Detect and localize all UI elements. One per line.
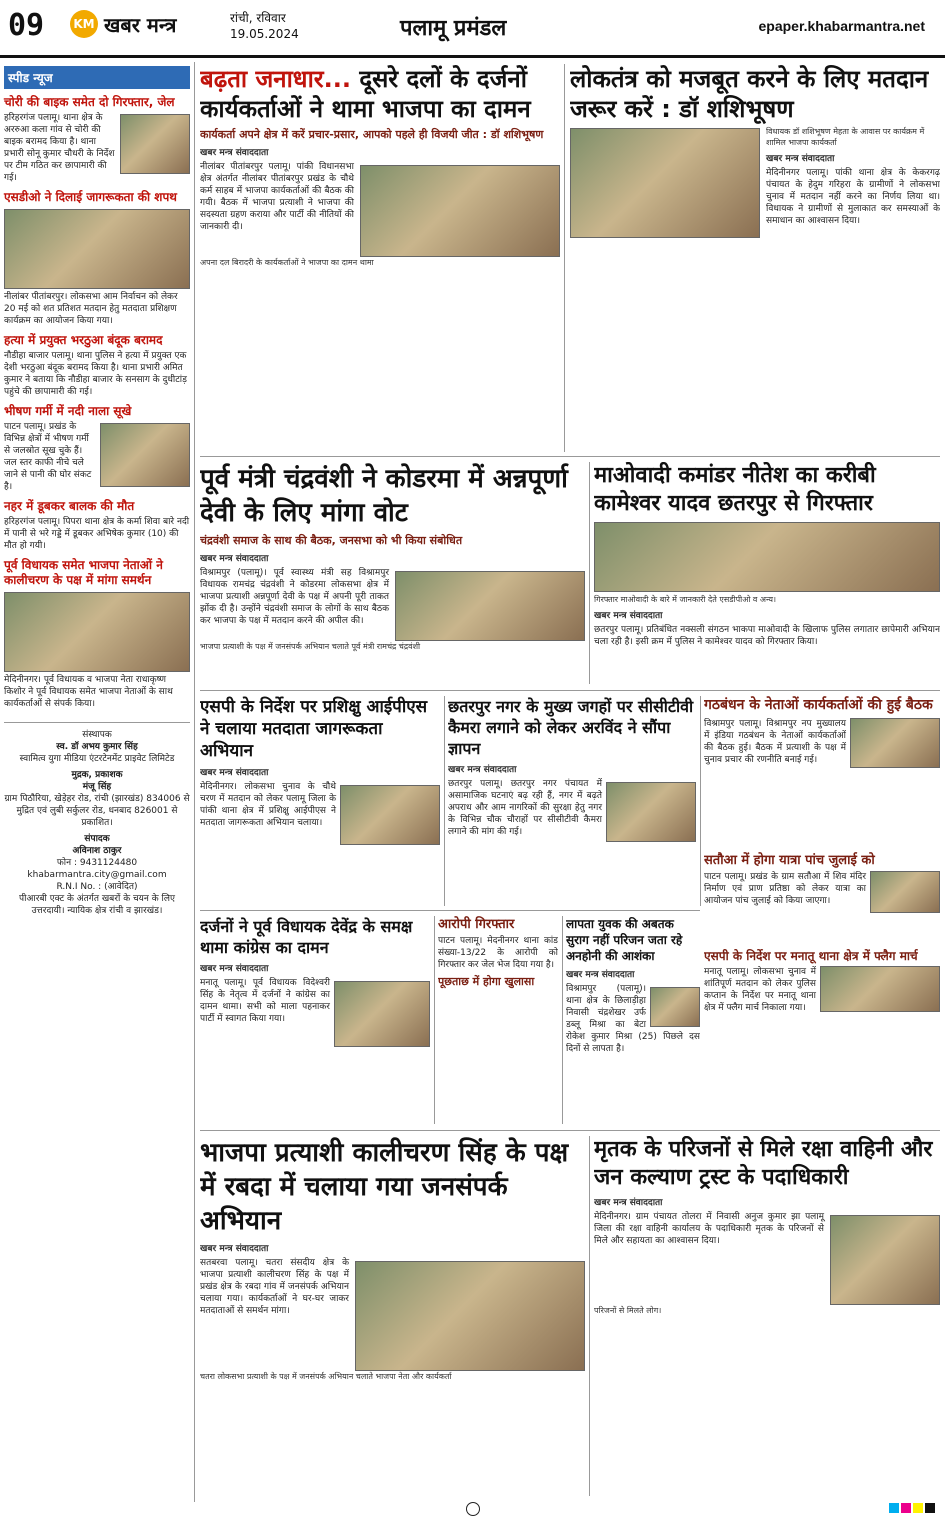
- page-number: 09: [8, 8, 45, 43]
- section-rule: [200, 1130, 940, 1131]
- logo-badge: KM: [70, 10, 98, 38]
- magenta-swatch: [901, 1503, 911, 1513]
- footer: [0, 1500, 945, 1517]
- story-sub: पूछताछ में होगा खुलासा: [438, 975, 535, 988]
- brief-title: एसडीओ ने दिलाई जागरूकता की शपथ: [4, 190, 177, 204]
- story-body: पाटन पलामू। प्रखंड के ग्राम सतौआ में शिव मंदिर निर्माण एवं प्राण प्रतिष्ठा को लेकर यात्रा का आयोजन पांच जुलाई को किया जाएगा।: [704, 872, 866, 906]
- brief-text: मेदिनीनगर। पूर्व विधायक व भाजपा नेता राधाकृष्ण किशोर ने पूर्व विधायक समेत भाजपा नेताओं के साथ कार्यकर्ताओं से संपर्क किया।: [4, 675, 173, 709]
- story-body: विश्रामपुर पलामू। विश्रामपुर नप मुख्यालय में इंडिया गठबंधन के नेताओं कार्यकर्ताओं की बैठक हुई। बैठक में प्रत्याशी के पक्ष में चुनाव प्रचार की रणनीति बनाई गई।: [704, 719, 846, 765]
- story-photo: [594, 522, 940, 592]
- logo-text: खबर मन्त्र: [104, 12, 177, 37]
- story-congress-join: [200, 916, 430, 1124]
- imprint-editor-label: संपादक: [84, 834, 110, 844]
- story-sub: चंद्रवंशी समाज के साथ की बैठक, जनसभा को भी किया संबोधित: [200, 534, 463, 547]
- story-flag-march: [704, 948, 940, 1124]
- left-column: [0, 62, 195, 1502]
- story-caption: गिरफ्तार माओवादी के बारे में जानकारी देते एसडीपीओ व अन्य।: [594, 595, 777, 604]
- story-alliance-meeting: [704, 696, 940, 846]
- column-rule: [434, 916, 435, 1124]
- yellow-swatch: [913, 1503, 923, 1513]
- dateline: [230, 10, 299, 42]
- brief-title: हत्या में प्रयुक्त भरठुआ बंदूक बरामद: [4, 333, 163, 347]
- story-headline: पूर्व मंत्री चंद्रवंशी ने कोडरमा में अन्नपूर्णा देवी के लिए मांगा वोट: [200, 464, 568, 528]
- story-photo: [650, 987, 700, 1027]
- logo: [70, 10, 176, 38]
- story-maoist-arrest: [594, 462, 940, 684]
- story-headline: एसपी के निर्देश पर प्रशिक्षु आईपीएस ने चलाया मतदाता जागरूकता अभियान: [200, 697, 428, 761]
- story-kalicharan-campaign: [200, 1136, 585, 1496]
- story-bjp-join: [200, 64, 560, 452]
- story-raksha-vahini: [594, 1136, 940, 1496]
- imprint-address: ग्राम पिठौरिया, खेड़ेहर रोड, रांची (झारखंड) 834006 से मुद्रित एवं लुबी सर्कुलर रोड, धनबाद 826001 से प्रकाशित।: [4, 794, 190, 828]
- speed-news-label: स्पीड न्यूज: [4, 66, 190, 89]
- story-headline: [200, 64, 560, 124]
- epaper-link[interactable]: epaper.khabarmantra.net: [758, 18, 925, 34]
- brief-photo: [4, 592, 190, 672]
- brief-photo: [100, 423, 190, 487]
- story-caption: अपना दल बिरादरी के कार्यकर्ताओं ने भाजपा का दामन थामा: [200, 258, 374, 267]
- brief-text: हरिहरगंज पलामू। पिपरा थाना क्षेत्र के कर्मा शिवा बारे नदी में पानी से भरे गड्डे में डूबकर अभिषेक कुमार (10) की मौत हो गयी।: [4, 517, 190, 551]
- story-headline: माओवादी कमांडर नीतेश का करीबी कामेश्वर यादव छतरपुर से गिरफ्तार: [594, 463, 876, 516]
- imprint-rni: R.N.I No. : (आवेदित): [56, 882, 138, 892]
- section-rule: [200, 910, 700, 911]
- brief-text: नीलांबर पीतांबरपुर। लोकसभा आम निर्वाचन को लेकर 20 मई को शत प्रतिशत मतदान हेतु मतदाता प्रशिक्षण कार्यक्रम का आयोजन किया गया।: [4, 292, 178, 326]
- brief-text: हरिहरगंज पलामू। थाना क्षेत्र के अररुआ कला गांव से चोरी की बाइक बरामद किया है। थाना प्रभारी सोनू कुमार चौधरी के निर्देश पर टीम गठित कर छापामारी की गई।: [4, 113, 115, 183]
- story-photo: [870, 871, 940, 913]
- masthead: [0, 0, 945, 58]
- imprint-founder-label: संस्थापक: [82, 730, 112, 740]
- brief-title: पूर्व विधायक समेत भाजपा नेताओं ने कालीचरण के पक्ष में मांगा समर्थन: [4, 558, 163, 587]
- story-caption: परिजनों से मिलते लोग।: [594, 1306, 662, 1315]
- story-bureau: खबर मन्त्र संवाददाता: [594, 1198, 663, 1208]
- story-sub: कार्यकर्ता अपने क्षेत्र में करें प्रचार-प्रसार, आपको पहले ही विजयी जीत : डॉ शशिभूषण: [200, 128, 544, 141]
- story-ips-awareness: [200, 696, 440, 906]
- imprint-printer-label: मुद्रक, प्रकाशक: [71, 770, 123, 780]
- story-body: विश्रामपुर (पलामू)। थाना क्षेत्र के छिलाड़ीहा निवासी चंद्रशेखर उर्फ डब्लू मिश्रा का बेटा रोकेश कुमार मिश्रा (25) पिछले दस दिनों से लापता है।: [566, 984, 700, 1054]
- story-body: नीलांबर पीतांबरपुर पलामू। पांकी विधानसभा क्षेत्र अंतर्गत नीलांबर पीतांबरपुर प्रखंड के चौथे कर्म साहब में भाजपा कार्यकर्ताओं की बैठक की गयी। बैठक में भाजपा प्रत्याशी ने भाजपा की सदस्यता ग्रहण कराया और पार्टी की नीतियों की जानकारी दी।: [200, 162, 354, 232]
- brief-text: नौडीहा बाजार पलामू। थाना पुलिस ने हत्या में प्रयुक्त एक देशी भरठुआ बंदूक बरामद किया है। थाना प्रभारी अमित कुमार ने बताया कि नौडीहा बाजार के सनसाग के दुधीटांड़ पहुंचे की छापामारी की गई।: [4, 351, 187, 397]
- black-swatch: [925, 1503, 935, 1513]
- story-chandravanshi: [200, 462, 585, 684]
- story-body: मनातू पलामू। लोकसभा चुनाव में शांतिपूर्ण मतदान को लेकर पुलिस कप्तान के निर्देश पर मनातू थाना क्षेत्र में फ्लैग मार्च निकाला गया।: [704, 967, 816, 1013]
- story-bureau: खबर मन्त्र संवाददाता: [594, 611, 663, 621]
- story-headline: लोकतंत्र को मजबूत करने के लिए मतदान जरूर करें : डॉ शशिभूषण: [570, 65, 929, 123]
- story-photo: [340, 785, 440, 845]
- story-satoua-yatra: [704, 852, 940, 942]
- column-rule: [700, 696, 701, 906]
- brief-photo: [4, 209, 190, 289]
- story-headline: एसपी के निर्देश पर मनातू थाना क्षेत्र में फ्लैग मार्च: [704, 949, 918, 963]
- imprint-founder: स्व. डॉ अभय कुमार सिंह: [56, 742, 138, 752]
- story-bureau: खबर मन्त्र संवाददाता: [200, 148, 269, 158]
- story-headline: लापता युवक की अबतक सुराग नहीं परिजन जता रहे अनहोनी की आशंका: [566, 917, 683, 963]
- story-photo: [850, 718, 940, 768]
- brief-text: पाटन पलामू। प्रखंड के विभिन्न क्षेत्रों में भीषण गर्मी से जलस्रोत सूख चुके हैं। जल स्तर काफी नीचे चले जाने से पानी की घोर संकट है।: [4, 422, 92, 492]
- story-headline: दर्जनों ने पूर्व विधायक देवेंद्र के समक्ष थामा कांग्रेस का दामन: [200, 917, 413, 957]
- imprint-editor: अविनाश ठाकुर: [72, 846, 122, 856]
- story-headline: मृतक के परिजनों से मिले रक्षा वाहिनी और जन कल्याण ट्रस्ट के पदाधिकारी: [594, 1137, 933, 1190]
- brief-title: भीषण गर्मी में नदी नाला सूखे: [4, 404, 132, 418]
- story-body: विश्रामपुर (पलामू)। पूर्व स्वास्थ्य मंत्री सह विश्रामपुर विधायक रामचंद्र चंद्रवंशी ने कोडरमा लोकसभा क्षेत्र में भाजपा प्रत्याशी अन्नपूर्णा देवी के पक्ष में अपनी पूरी ताकत झोंक दी है। उन्होंने चंद्रवंशी समाज के लोगों के साथ बैठक कर भाजपा के पक्ष में मतदान करने की अपील की।: [200, 568, 389, 626]
- story-photo: [360, 165, 560, 257]
- brief-title: नहर में डूबकर बालक की मौत: [4, 499, 135, 513]
- story-body: छतरपुर पलामू। छतरपुर नगर पंचायत में असामाजिक घटनाएं बढ़ रही हैं, नगर में बढ़ते अपराध और आम नागरिकों की सुरक्षा हेतु नगर के विभिन्न चौक चौराहों पर सीसीटीवी कैमरा लगाने की मांग की गई।: [448, 779, 602, 837]
- story-headline: सतौआ में होगा यात्रा पांच जुलाई को: [704, 853, 875, 868]
- imprint-phone: फोन : 9431124480: [56, 858, 138, 868]
- edition-title: पलामू प्रमंडल: [400, 16, 507, 41]
- story-headline: आरोपी गिरफ्तार: [438, 917, 515, 932]
- story-bureau: खबर मन्त्र संवाददाता: [766, 154, 835, 164]
- story-photo: [820, 966, 940, 1012]
- story-cctv-memo: [448, 696, 696, 906]
- story-photo: [395, 571, 585, 641]
- story-body: मेदिनीनगर पलामू। पांकी थाना क्षेत्र के केकरगढ़ पंचायत के हेदुम गरिहरा के ग्रामीणों ने लोकसभा चुनाव में मतदान नहीं करने का निर्णय लिया था। विधायक ने ग्रामीणों से मुलाकात कर समस्याओं के समाधान का आश्वासन दिया।: [766, 168, 940, 226]
- story-headline: छतरपुर नगर के मुख्य जगहों पर सीसीटीवी कैमरा लगाने को लेकर अरविंद ने सौंपा ज्ञापन: [448, 697, 694, 758]
- story-caption: भाजपा प्रत्याशी के पक्ष में जनसंपर्क अभियान चलाते पूर्व मंत्री रामचंद्र चंद्रवंशी: [200, 642, 421, 651]
- story-body: मनातू पलामू। पूर्व विधायक विदेश्वरी सिंह के नेतृत्व में दर्जनों ने कांग्रेस का दामन थामा। सभी को माला पहनाकर पार्टी में स्वागत किया गया।: [200, 978, 330, 1024]
- story-body: सतबरवा पलामू। चतरा संसदीय क्षेत्र के भाजपा प्रत्याशी कालीचरण सिंह के पक्ष में प्रखंड क्षेत्र के रबदा गांव में जनसंपर्क अभियान चलाया गया। कार्यकर्ताओं ने घर-घर जाकर मतदाताओं से समर्थन मांगा।: [200, 1258, 349, 1316]
- story-photo: [355, 1261, 585, 1371]
- story-bureau: खबर मन्त्र संवाददाता: [200, 768, 269, 778]
- story-bureau: खबर मन्त्र संवाददाता: [200, 554, 269, 564]
- story-shashibhushan: [570, 64, 940, 452]
- column-rule: [562, 916, 563, 1124]
- story-photo: [334, 981, 430, 1047]
- imprint-owner: स्वामित्व युगा मीडिया एंटरटेनमेंट प्राइवेट लिमिटेड: [19, 754, 175, 764]
- section-rule: [200, 456, 940, 457]
- imprint: [4, 722, 190, 917]
- story-bureau: खबर मन्त्र संवाददाता: [200, 964, 269, 974]
- city-day: रांची, रविवार: [230, 11, 286, 25]
- story-body: मेदिनीनगर। ग्राम पंचायत तोलरा में निवासी अनुज कुमार झा पलामू जिला की रक्षा वाहिनी कार्यालय के पदाधिकारी मृतक के परिजनों से मिले और सहायता का आश्वासन दिया।: [594, 1212, 824, 1246]
- brief-title: चोरी की बाइक समेत दो गिरफ्तार, जेल: [4, 95, 175, 109]
- story-headline: भाजपा प्रत्याशी कालीचरण सिंह के पक्ष में रबदा में चलाया गया जनसंपर्क अभियान: [200, 1138, 569, 1236]
- column-rule: [589, 1136, 590, 1496]
- date: 19.05.2024: [230, 27, 299, 41]
- story-caption: चतरा लोकसभा प्रत्याशी के पक्ष में जनसंपर्क अभियान चलाते भाजपा नेता और कार्यकर्ता: [200, 1372, 452, 1381]
- story-body: छतरपुर पलामू। प्रतिबंधित नक्सली संगठन भाकपा माओवादी के खिलाफ पुलिस लगातार छापेमारी अभियान चला रही है। इसी क्रम में पुलिस ने कामेश्वर यादव को गिरफ्तार किया।: [594, 625, 940, 647]
- color-bar: [889, 1503, 935, 1513]
- story-bureau: खबर मन्त्र संवाददाता: [448, 765, 517, 775]
- story-body: मेदिनीनगर। लोकसभा चुनाव के चौथे चरण में मतदान को लेकर पलामू जिला के पांकी थाना क्षेत्र में प्रशिक्षु आईपीएस ने मतदाता जागरूकता अभियान चलाया।: [200, 782, 336, 828]
- story-missing-youth: [566, 916, 700, 1124]
- imprint-printer: मंजू सिंह: [82, 782, 112, 792]
- cyan-swatch: [889, 1503, 899, 1513]
- column-rule: [444, 696, 445, 906]
- story-bureau: खबर मन्त्र संवाददाता: [200, 1244, 269, 1254]
- brief-photo: [120, 114, 190, 174]
- story-accused-arrested: [438, 916, 558, 1124]
- registration-mark-icon: [466, 1502, 480, 1516]
- imprint-note: पीआरबी एक्ट के अंतर्गत खबरों के चयन के लिए उत्तरदायी। न्यायिक क्षेत्र रांची व झारखंड।: [19, 894, 175, 916]
- story-headline: गठबंधन के नेताओं कार्यकर्ताओं की हुई बैठक: [704, 697, 933, 713]
- story-photo: [570, 128, 760, 238]
- imprint-email: khabarmantra.city@gmail.com: [27, 870, 167, 880]
- headline-text: दूसरे दलों के दर्जनों कार्यकर्ताओं ने थामा भाजपा का दामन: [200, 65, 531, 123]
- column-rule: [589, 462, 590, 684]
- story-photo: [606, 782, 696, 842]
- headline-kicker: बढ़ता जनाधार...: [200, 65, 351, 93]
- story-bureau: खबर मन्त्र संवाददाता: [566, 970, 635, 980]
- story-caption: विधायक डॉ शशिभूषण मेहता के आवास पर कार्यक्रम में शामिल भाजपा कार्यकर्ता: [766, 127, 925, 147]
- story-body: पाटन पलामू। मेदनीनगर थाना कांड संख्या-13/22 के आरोपी को गिरफ्तार कर जेल भेज दिया गया है।: [438, 936, 558, 970]
- section-rule: [200, 690, 940, 691]
- column-rule: [564, 64, 565, 452]
- story-photo: [830, 1215, 940, 1305]
